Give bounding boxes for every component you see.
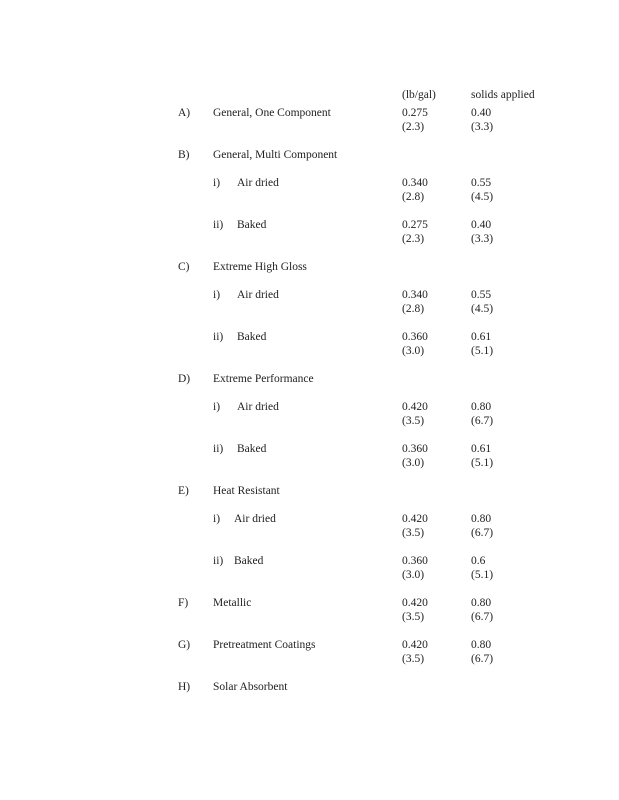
sub-letter: i) xyxy=(213,289,221,301)
row-letter: H) xyxy=(178,681,191,693)
value-solids: 0.6 xyxy=(471,555,486,567)
value-lb-gal-metric: (2.8) xyxy=(402,191,425,203)
sub-letter: ii) xyxy=(213,219,224,231)
value-lb-gal-metric: (3.0) xyxy=(402,569,425,581)
row-label: Metallic xyxy=(213,597,252,609)
value-lb-gal: 0.360 xyxy=(402,555,428,567)
row-label: Solar Absorbent xyxy=(213,681,288,693)
sub-label: Air dried xyxy=(237,401,279,413)
row-label: Extreme High Gloss xyxy=(213,261,307,273)
value-solids: 0.80 xyxy=(471,513,492,525)
sub-letter: i) xyxy=(213,401,221,413)
sub-letter: ii) xyxy=(213,331,224,343)
value-lb-gal-metric: (3.0) xyxy=(402,457,425,469)
value-solids-metric: (5.1) xyxy=(471,345,494,357)
row-letter: A) xyxy=(178,107,191,119)
sub-letter: ii) xyxy=(213,555,224,567)
column-header-solids-applied: solids applied xyxy=(471,89,535,101)
row-letter: E) xyxy=(178,485,189,497)
value-lb-gal-metric: (3.5) xyxy=(402,653,425,665)
value-solids-metric: (3.3) xyxy=(471,233,494,245)
value-lb-gal-metric: (2.3) xyxy=(402,233,425,245)
row-label: Pretreatment Coatings xyxy=(213,639,316,651)
value-solids: 0.55 xyxy=(471,177,492,189)
value-lb-gal: 0.360 xyxy=(402,331,428,343)
value-solids: 0.61 xyxy=(471,443,492,455)
sub-letter: ii) xyxy=(213,443,224,455)
value-lb-gal: 0.340 xyxy=(402,177,428,189)
value-lb-gal-metric: (3.0) xyxy=(402,345,425,357)
column-header-lb-gal: (lb/gal) xyxy=(402,89,436,101)
value-solids-metric: (5.1) xyxy=(471,457,494,469)
value-lb-gal-metric: (2.8) xyxy=(402,303,425,315)
value-lb-gal-metric: (3.5) xyxy=(402,415,425,427)
sub-label: Air dried xyxy=(237,289,279,301)
value-solids: 0.40 xyxy=(471,107,492,119)
row-label: General, One Component xyxy=(213,107,331,119)
sub-label: Baked xyxy=(234,555,264,567)
row-letter: D) xyxy=(178,373,191,385)
value-solids-metric: (6.7) xyxy=(471,611,494,623)
row-letter: G) xyxy=(178,639,191,651)
sub-label: Baked xyxy=(237,443,267,455)
value-lb-gal: 0.340 xyxy=(402,289,428,301)
value-solids-metric: (6.7) xyxy=(471,653,494,665)
row-letter: B) xyxy=(178,149,190,161)
sub-letter: i) xyxy=(213,513,221,525)
value-solids-metric: (6.7) xyxy=(471,415,494,427)
value-lb-gal: 0.360 xyxy=(402,443,428,455)
sub-label: Air dried xyxy=(234,513,276,525)
value-solids-metric: (6.7) xyxy=(471,527,494,539)
value-solids: 0.40 xyxy=(471,219,492,231)
sub-label: Baked xyxy=(237,331,267,343)
sub-label: Baked xyxy=(237,219,267,231)
value-lb-gal: 0.275 xyxy=(402,219,428,231)
value-solids-metric: (4.5) xyxy=(471,191,494,203)
value-lb-gal: 0.420 xyxy=(402,639,428,651)
value-lb-gal: 0.420 xyxy=(402,513,428,525)
value-solids-metric: (4.5) xyxy=(471,303,494,315)
value-solids: 0.55 xyxy=(471,289,492,301)
value-lb-gal: 0.275 xyxy=(402,107,428,119)
value-solids: 0.61 xyxy=(471,331,492,343)
row-letter: C) xyxy=(178,261,190,273)
sub-label: Air dried xyxy=(237,177,279,189)
value-solids: 0.80 xyxy=(471,639,492,651)
row-label: General, Multi Component xyxy=(213,149,338,161)
value-lb-gal: 0.420 xyxy=(402,597,428,609)
value-solids: 0.80 xyxy=(471,597,492,609)
value-lb-gal: 0.420 xyxy=(402,401,428,413)
value-solids-metric: (5.1) xyxy=(471,569,494,581)
row-label: Extreme Performance xyxy=(213,373,314,385)
row-label: Heat Resistant xyxy=(213,485,280,497)
value-solids: 0.80 xyxy=(471,401,492,413)
row-letter: F) xyxy=(178,597,189,609)
value-solids-metric: (3.3) xyxy=(471,121,494,133)
sub-letter: i) xyxy=(213,177,221,189)
value-lb-gal-metric: (2.3) xyxy=(402,121,425,133)
value-lb-gal-metric: (3.5) xyxy=(402,611,425,623)
value-lb-gal-metric: (3.5) xyxy=(402,527,425,539)
